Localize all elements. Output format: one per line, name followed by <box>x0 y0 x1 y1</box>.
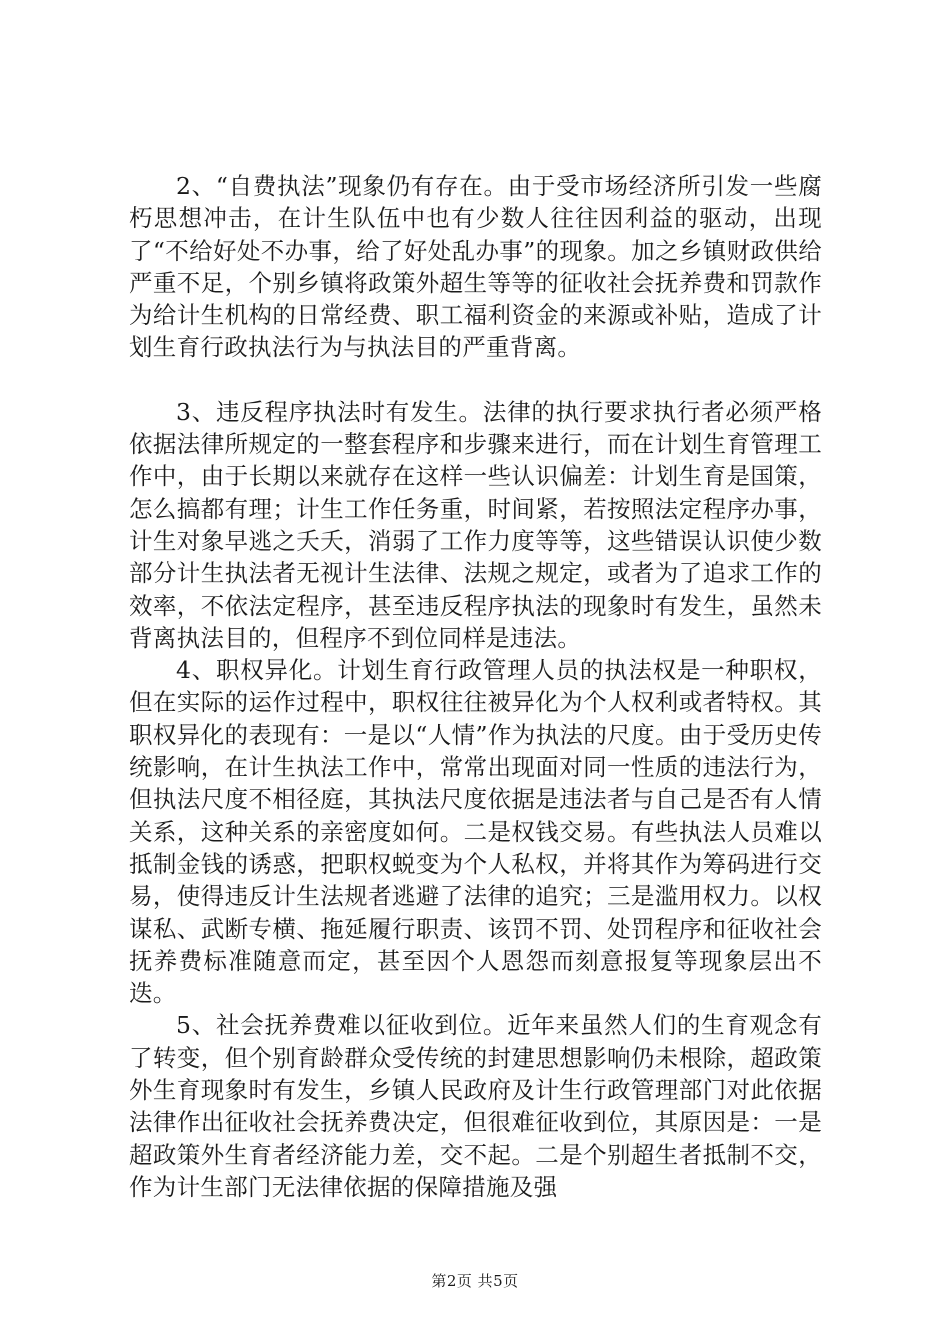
paragraph-item-2: 2、“自费执法”现象仍有存在。由于受市场经济所引发一些腐朽思想冲击，在计生队伍中也有少数人往往因利益的驱动，出现了“不给好处不办事，给了好处乱办事”的现象。加之乡镇财政供给严重不足，个别乡镇将政策外超生等等的征收社会抚养费和罚款作为给计生机构的日常经费、职工福利资金的来源或补贴，造成了计划生育行政执法行为与执法目的严重背离。 <box>129 172 822 362</box>
document-body <box>129 170 822 1203</box>
paragraph-item-5: 5、社会抚养费难以征收到位。近年来虽然人们的生育观念有了转变，但个别育龄群众受传统的封建思想影响仍未根除，超政策外生育现象时有发生，乡镇人民政府及计生行政管理部门对此依据法律作出征收社会抚养费决定，但很难征收到位，其原因是：一是超政策外生育者经济能力差，交不起。二是个别超生者抵制不交，作为计生部门无法律依据的保障措施及强 <box>129 1011 822 1201</box>
paragraph-item-3: 3、违反程序执法时有发生。法律的执行要求执行者必须严格依据法律所规定的一整套程序和步骤来进行，而在计划生育管理工作中，由于长期以来就存在这样一些认识偏差：计划生育是国策，怎么搞都有理；计生工作任务重，时间紧，若按照法定程序办事，计生对象早逃之夭夭，消弱了工作力度等等，这些错误认识使少数部分计生执法者无视计生法律、法规之规定，或者为了追求工作的效率，不依法定程序，甚至违反程序执法的现象时有发生，虽然未背离执法目的，但程序不到位同样是违法。 <box>129 397 822 652</box>
paragraph-item-4: 4、职权异化。计划生育行政管理人员的执法权是一种职权，但在实际的运作过程中，职权往往被异化为个人权利或者特权。其职权异化的表现有：一是以“人情”作为执法的尺度。由于受历史传统影响，在计生执法工作中，常常出现面对同一性质的违法行为，但执法尺度不相径庭，其执法尺度依据是违法者与自己是否有人情关系，这种关系的亲密度如何。二是权钱交易。有些执法人员难以抵制金钱的诱惑，把职权蜕变为个人私权，并将其作为筹码进行交易，使得违反计生法规者逃避了法律的追究；三是滥用权力。以权谋私、武断专横、拖延履行职责、该罚不罚、处罚程序和征收社会抚养费标准随意而定，甚至因个人恩怨而刻意报复等现象层出不迭。 <box>129 656 822 1008</box>
page-number-footer: 第2页 共5页 <box>431 1272 519 1290</box>
